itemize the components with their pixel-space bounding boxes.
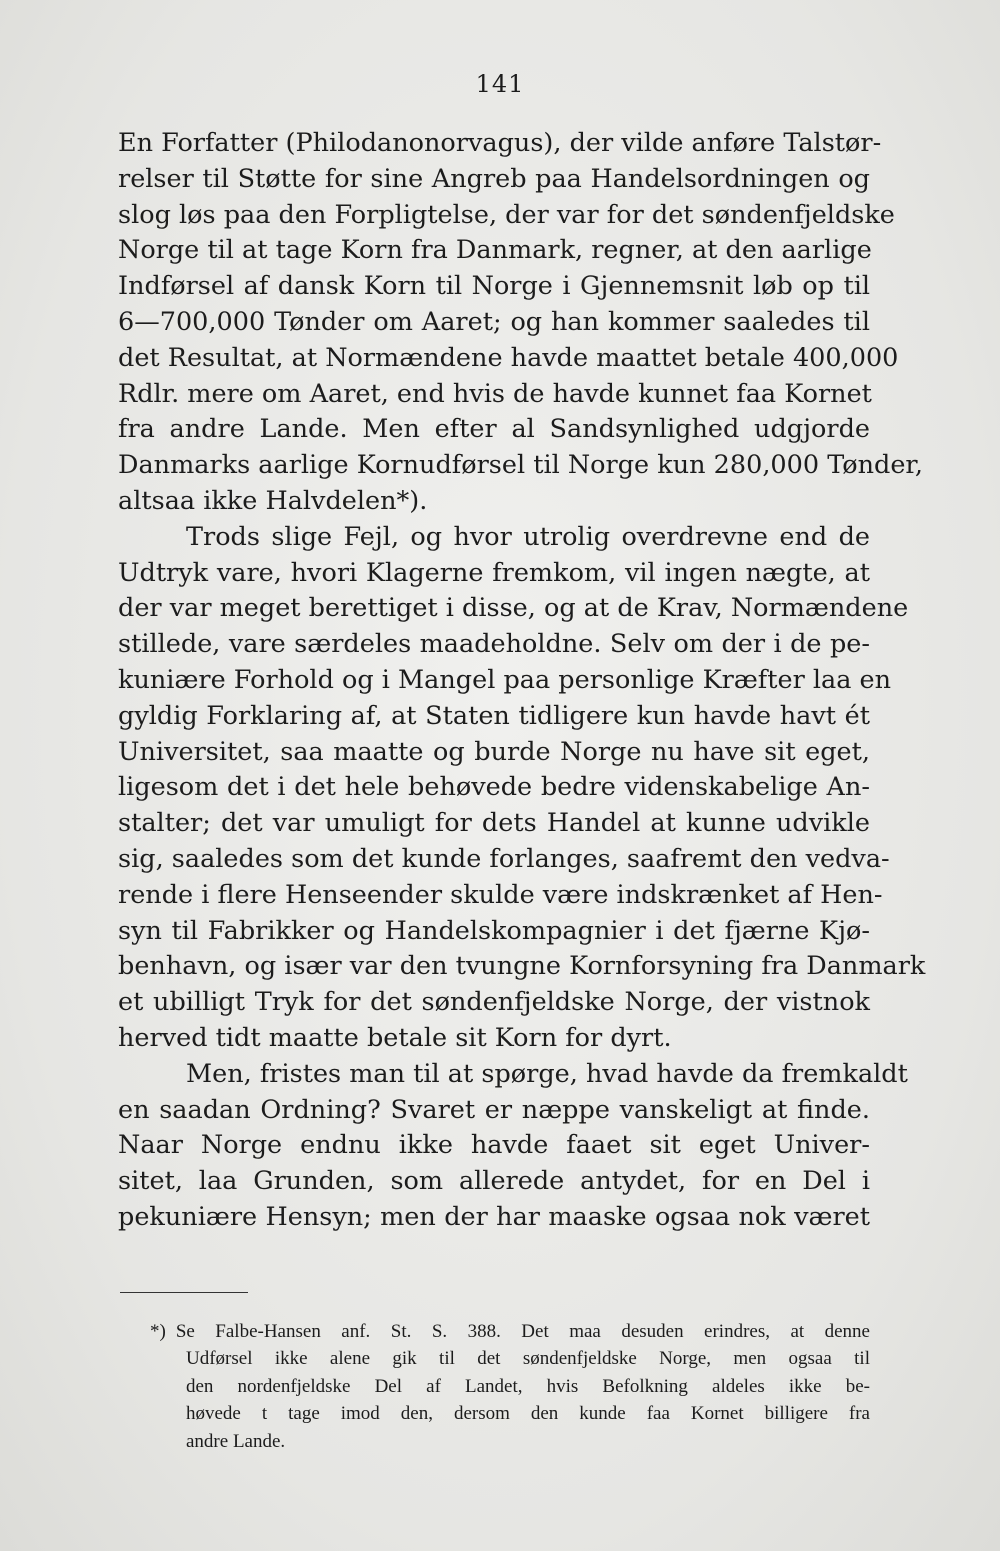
text-line: Rdlr. mere om Aaret, end hvis de havde kunnet faa Kornet — [118, 378, 872, 409]
text-line: gyldig Forklaring af, at Staten tidligere kun havde havt ét — [118, 700, 870, 731]
footnote-line: Udførsel ikke alene gik til det søndenfjeldske Norge, men ogsaa til — [186, 1348, 870, 1370]
text-line: stillede, vare særdeles maadeholdne. Selv om der i de pe- — [118, 629, 870, 660]
footnote-marker: *) — [150, 1321, 166, 1342]
body-text — [118, 126, 926, 1236]
footnote-divider — [120, 1292, 248, 1293]
text-line: stalter; det var umuligt for dets Handel at kunne udvikle — [118, 808, 870, 839]
text-line: fra andre Lande. Men efter al Sandsynlighed udgjorde — [118, 414, 870, 445]
text-line: rende i flere Henseender skulde være indskrænket af Hen- — [118, 879, 883, 910]
footnote-line — [150, 1318, 870, 1345]
text-line: en saadan Ordning? Svaret er næppe vanskeligt at finde. — [118, 1094, 870, 1125]
text-line: Norge til at tage Korn fra Danmark, regner, at den aarlige — [118, 235, 872, 266]
text-line: syn til Fabrikker og Handelskompagnier i det fjærne Kjø- — [118, 915, 870, 946]
text-line: sig, saaledes som det kunde forlanges, saafremt den vedva- — [118, 843, 890, 874]
text-line: herved tidt maatte betale sit Korn for dyrt. — [118, 1022, 672, 1053]
text-line: benhavn, og især var den tvungne Kornforsyning fra Danmark — [118, 951, 926, 982]
footnote — [150, 1318, 870, 1455]
text-line: Indførsel af dansk Korn til Norge i Gjennemsnit løb op til — [118, 271, 870, 302]
text-line: Danmarks aarlige Kornudførsel til Norge kun 280,000 Tønder, — [118, 450, 923, 481]
footnote-line: den nordenfjeldske Del af Landet, hvis Befolkning aldeles ikke be- — [186, 1375, 870, 1397]
text-line: En Forfatter (Philodanonorvagus), der vilde anføre Talstør- — [118, 128, 882, 158]
text-line: det Resultat, at Normændene havde maattet betale 400,000 — [118, 342, 899, 373]
text-line: sitet, laa Grunden, som allerede antydet, for en Del i — [118, 1166, 870, 1197]
footnote-text: Se Falbe-Hansen anf. St. S. 388. Det maa desuden erindres, at denne — [175, 1321, 870, 1342]
footnote-line: høvede t tage imod den, dersom den kunde faa Kornet billigere fra — [186, 1403, 870, 1425]
text-line: altsaa ikke Halvdelen*). — [118, 485, 428, 516]
text-line: der var meget berettiget i disse, og at de Krav, Normændene — [118, 593, 909, 624]
text-line: Universitet, saa maatte og burde Norge nu have sit eget, — [118, 736, 870, 767]
text-line: Trods slige Fejl, og hvor utrolig overdrevne end de — [186, 521, 870, 552]
text-line: kuniære Forhold og i Mangel paa personlige Kræfter laa en — [118, 664, 892, 695]
text-line: slog løs paa den Forpligtelse, der var for det søndenfjeldske — [118, 199, 895, 230]
text-line: relser til Støtte for sine Angreb paa Handelsordningen og — [118, 163, 870, 194]
text-line: Men, fristes man til at spørge, hvad havde da fremkaldt — [186, 1058, 908, 1089]
footnote-line: andre Lande. — [186, 1430, 286, 1452]
text-line: Naar Norge endnu ikke havde faaet sit eget Univer- — [118, 1130, 870, 1161]
page-number: 141 — [475, 70, 525, 98]
text-line: et ubilligt Tryk for det søndenfjeldske Norge, der vistnok — [118, 987, 870, 1018]
text-line: ligesom det i det hele behøvede bedre videnskabelige An- — [118, 772, 870, 803]
text-line: pekuniære Hensyn; men der har maaske ogsaa nok været — [118, 1201, 870, 1232]
text-line: Udtryk vare, hvori Klagerne fremkom, vil ingen nægte, at — [118, 557, 870, 588]
text-line: 6—700,000 Tønder om Aaret; og han kommer saaledes til — [118, 306, 870, 337]
